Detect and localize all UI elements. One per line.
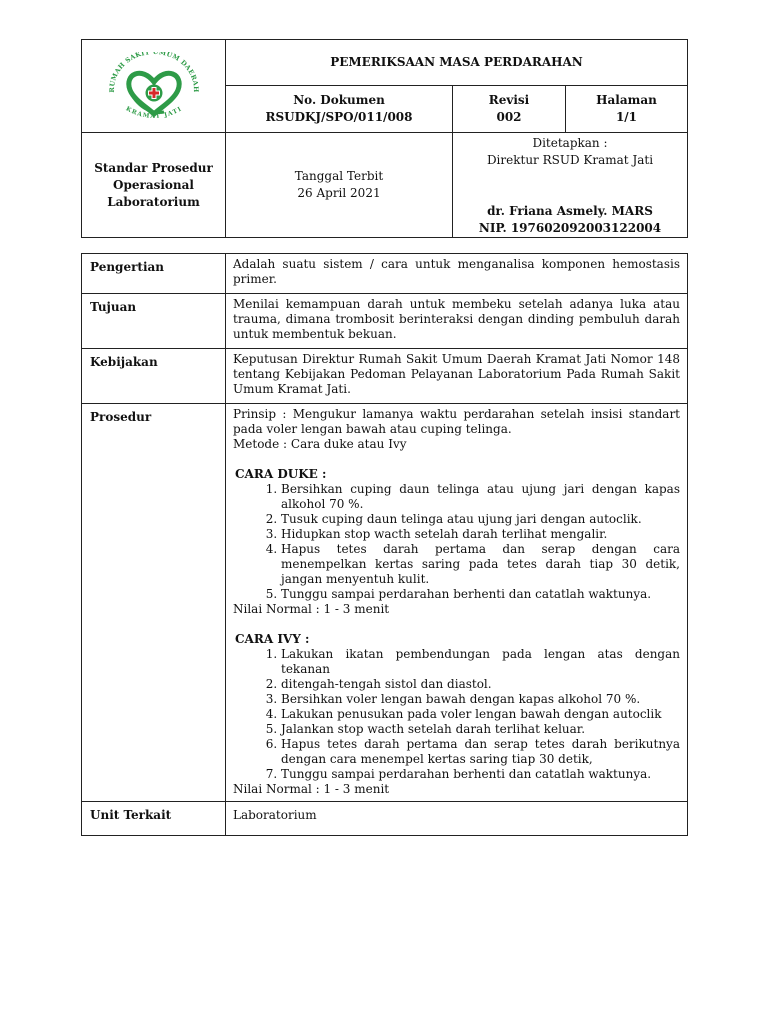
list-item: 2. ditengah-tengah sistol dan diastol. <box>281 677 680 692</box>
ivy-steps <box>233 647 680 782</box>
method-text: Metode : Cara duke atau Ivy <box>233 437 407 451</box>
document-header-table <box>81 39 688 238</box>
row-text: Adalah suatu sistem / cara untuk menganalisa komponen hemostasis primer. <box>226 254 688 294</box>
duke-steps <box>233 482 680 602</box>
list-item: 7. Tunggu sampai perdarahan berhenti dan catatlah waktunya. <box>281 767 680 782</box>
revision-value: 002 <box>496 110 522 124</box>
issue-date-label: Tanggal Terbit <box>294 169 384 183</box>
doc-number-cell <box>226 86 453 133</box>
issue-date-value: 26 April 2021 <box>297 186 381 200</box>
procedure-content <box>226 404 688 802</box>
approval-label: Ditetapkan : <box>532 136 608 150</box>
principle-text: Prinsip : Mengukur lamanya waktu perdarahan setelah insisi standart pada voler lengan bawah atau cuping telinga. <box>233 407 680 436</box>
row-text: Keputusan Direktur Rumah Sakit Umum Daerah Kramat Jati Nomor 148 tentang Kebijakan Pedoman Pelayanan Laboratorium Pada Rumah Sakit Umum Kramat Jati. <box>226 349 688 404</box>
sop-line: Laboratorium <box>107 194 200 209</box>
row-text: Laboratorium <box>226 802 688 836</box>
revision-label: Revisi <box>488 93 530 107</box>
row-text: Menilai kemampuan darah untuk membeku setelah adanya luka atau trauma, dimana trombosit berinteraksi dengan dinding pembuluh darah untuk membentuk bekuan. <box>226 294 688 349</box>
row-label: Tujuan <box>82 294 226 349</box>
sop-line: Standar Prosedur <box>94 160 213 175</box>
document-title: PEMERIKSAAN MASA PERDARAHAN <box>226 40 688 86</box>
row-pengertian <box>82 254 688 294</box>
logo-arc-text: RUMAH SAKIT UMUM DAERAH <box>107 52 201 93</box>
page-value: 1/1 <box>615 110 638 124</box>
duke-normal-value: Nilai Normal : 1 - 3 menit <box>233 602 390 616</box>
issue-date-cell <box>226 133 453 238</box>
list-item: 2. Tusuk cuping daun telinga atau ujung jari dengan autoclik. <box>281 512 680 527</box>
list-item: 5. Jalankan stop wacth setelah darah terlihat keluar. <box>281 722 680 737</box>
sop-content-table <box>81 253 688 836</box>
row-label: Kebijakan <box>82 349 226 404</box>
page-label: Halaman <box>596 93 657 107</box>
row-label: Unit Terkait <box>82 802 226 836</box>
list-item: 6. Hapus tetes darah pertama dan serap tetes darah berikutnya dengan cara menempel kertas saring tiap 30 detik, <box>281 737 680 767</box>
list-item: 3. Hidupkan stop wacth setelah darah terlihat mengalir. <box>281 527 680 542</box>
list-item: 5. Tunggu sampai perdarahan berhenti dan catatlah waktunya. <box>281 587 680 602</box>
hospital-logo <box>104 52 204 126</box>
row-tujuan <box>82 294 688 349</box>
signer-name: dr. Friana Asmely. MARS <box>487 204 653 218</box>
list-item: 4. Lakukan penusukan pada voler lengan bawah dengan autoclik <box>281 707 680 722</box>
list-item: 3. Bersihkan voler lengan bawah dengan kapas alkohol 70 %. <box>281 692 680 707</box>
revision-cell <box>453 86 566 133</box>
ivy-normal-value: Nilai Normal : 1 - 3 menit <box>233 782 390 796</box>
ivy-heading: CARA IVY : <box>235 632 310 646</box>
doc-number-value: RSUDKJ/SPO/011/008 <box>265 110 413 124</box>
row-prosedur <box>82 404 688 802</box>
hospital-logo-cell <box>82 40 226 133</box>
approval-cell <box>453 133 688 238</box>
list-item: 1. Lakukan ikatan pembendungan pada lengan atas dengan tekanan <box>281 647 680 677</box>
sop-cell <box>82 133 226 238</box>
list-item: 4. Hapus tetes darah pertama dan serap dengan cara menempelkan kertas saring pada tetes darah tiap 30 detik, jangan menyentuh kulit. <box>281 542 680 587</box>
logo-bottom-text: KRAMAT JATI <box>124 105 184 121</box>
row-label: Pengertian <box>82 254 226 294</box>
sop-line: Operasional <box>113 177 194 192</box>
doc-number-label: No. Dokumen <box>293 93 385 107</box>
row-label: Prosedur <box>82 404 226 802</box>
list-item: 1. Bersihkan cuping daun telinga atau ujung jari dengan kapas alkohol 70 %. <box>281 482 680 512</box>
signer-nip: NIP. 197602092003122004 <box>478 221 662 235</box>
row-unit-terkait <box>82 802 688 836</box>
row-kebijakan <box>82 349 688 404</box>
duke-heading: CARA DUKE : <box>235 467 327 481</box>
page-cell <box>566 86 688 133</box>
approval-title: Direktur RSUD Kramat Jati <box>486 153 654 167</box>
